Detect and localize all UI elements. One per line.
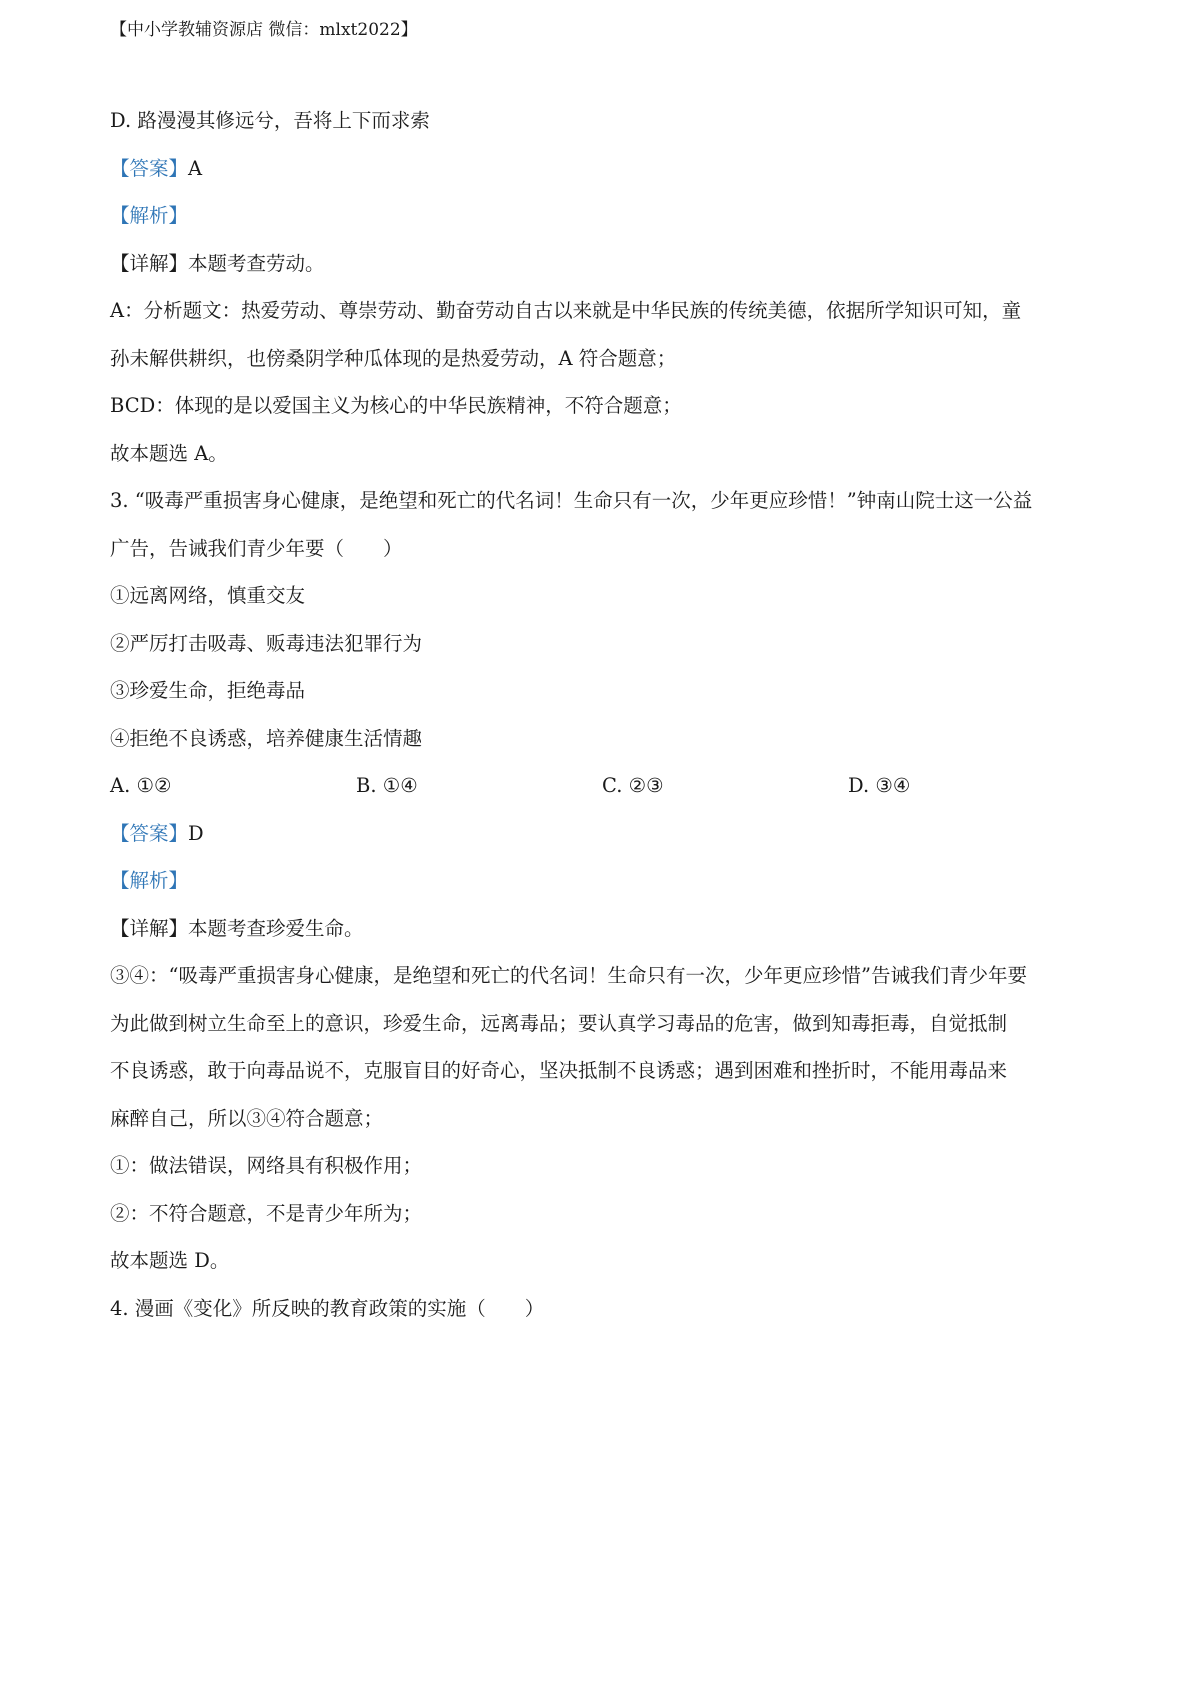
q3-options [110,762,1100,810]
q3-option-a: A. ①② [110,774,172,797]
q3-para-item1: ①：做法错误，网络具有积极作用； [110,1154,423,1177]
answer-tag: 【答案】 [110,821,189,845]
page-header-watermark: 【中小学教辅资源店 微信：mlxt2022】 [110,20,418,40]
q3-para-line1: ③④：“吸毒严重损害身心健康，是绝望和死亡的代名词！生命只有一次，少年更应珍惜”告诫我们青少年要 [110,964,1027,987]
q2-detail: 【详解】本题考查劳动。 [110,251,325,275]
q3-item-4: ④拒绝不良诱惑，培养健康生活情趣 [110,726,423,750]
q2-analysis-tag: 【解析】 [110,204,189,227]
q3-option-b: B. ①④ [356,774,418,797]
q3-item-3: ③珍爱生命，拒绝毒品 [110,679,306,702]
q2-para-a-line1: A：分析题文：热爱劳动、尊崇劳动、勤奋劳动自古以来就是中华民族的传统美德，依据所学知识可知，童 [110,299,1022,322]
q3-option-c: C. ②③ [602,774,664,797]
answer-tag: 【答案】 [110,156,189,180]
q3-stem-line1: 3. “吸毒严重损害身心健康，是绝望和死亡的代名词！生命只有一次，少年更应珍惜！”钟南山院士这一公益 [110,489,1033,512]
q3-item-1: ①远离网络，慎重交友 [110,584,306,607]
q2-para-a-line2: 孙未解供耕织，也傍桑阴学种瓜体现的是热爱劳动，A 符合题意； [110,346,677,370]
q3-stem-line2: 广告，告诫我们青少年要（ ） [110,536,403,560]
document-body [110,97,1100,1332]
q2-answer [110,145,1100,193]
q2-para-bcd: BCD：体现的是以爱国主义为核心的中华民族精神，不符合题意； [110,394,682,417]
q3-para-item2: ②：不符合题意，不是青少年所为； [110,1201,423,1225]
q3-para-line2: 为此做到树立生命至上的意识，珍爱生命，远离毒品；要认真学习毒品的危害，做到知毒拒毒，自觉抵制 [110,1011,1008,1035]
q4-stem: 4. 漫画《变化》所反映的教育政策的实施（ ） [110,1296,545,1320]
answer-value: D [188,821,204,845]
q2-conclusion: 故本题选 A。 [110,441,228,465]
q3-answer [110,810,1100,858]
q2-option-d: D. 路漫漫其修远兮，吾将上下而求索 [110,109,430,132]
q3-para-line3: 不良诱惑，敢于向毒品说不，克服盲目的好奇心，坚决抵制不良诱惑；遇到困难和挫折时，不能用毒品来 [110,1059,1008,1082]
q3-option-d: D. ③④ [848,774,911,797]
q3-detail: 【详解】本题考查珍爱生命。 [110,916,364,940]
q3-para-line4: 麻醉自己，所以③④符合题意； [110,1106,384,1130]
q3-conclusion: 故本题选 D。 [110,1249,230,1272]
q3-item-2: ②严厉打击吸毒、贩毒违法犯罪行为 [110,631,423,655]
q3-analysis-tag: 【解析】 [110,869,189,892]
answer-value: A [188,156,203,180]
